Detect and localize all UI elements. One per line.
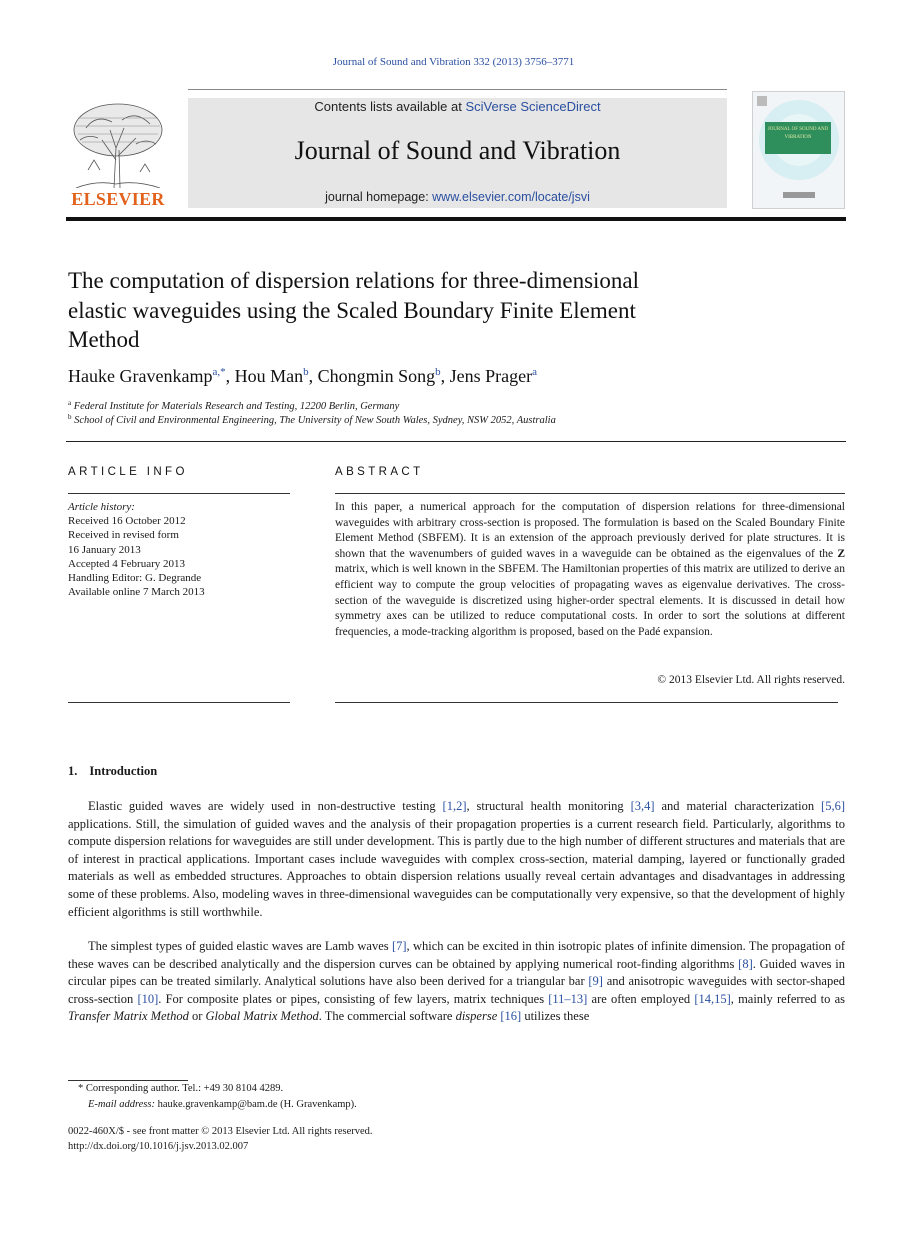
reference-link[interactable]: [14,15] (694, 991, 731, 1006)
article-title: The computation of dispersion relations for three-dimensional elastic waveguides using the Scaled Boundary Finite Element Method (68, 268, 640, 352)
reference-link[interactable]: [7] (391, 939, 407, 953)
text-run: The simplest types of guided elastic waves are Lamb waves (88, 939, 392, 953)
homepage-prefix: journal homepage: (325, 190, 433, 204)
author-name[interactable]: Hauke Gravenkamp (68, 366, 213, 386)
reference-link[interactable]: [11–13] (548, 991, 588, 1006)
journal-cover-thumbnail[interactable] (752, 91, 845, 209)
article-info-heading: ARTICLE INFO (68, 466, 188, 478)
homepage-line (188, 190, 727, 204)
abstract-text (335, 500, 845, 640)
affiliation-b (68, 413, 556, 426)
reference-link[interactable]: [1,2] (442, 799, 467, 813)
abstract-part: In this paper, a numerical approach for the computation of dispersion relations for three-dimensional waveguides with arbitrary cross-section is proposed. The formulation is based on the Scaled Boundary Finite Element Method (SBFEM). It is an extension of the approach previously derived for plate structures. It is shown that the wavenumbers of guided waves in a waveguide can be obtained as the eigenvalues of the (335, 501, 845, 560)
contents-line (188, 99, 727, 114)
contents-prefix: Contents lists available at (314, 99, 466, 114)
section-heading-introduction (68, 764, 157, 779)
reference-link[interactable]: [16] (500, 1009, 522, 1024)
text-run: , mainly referred to as (730, 991, 845, 1006)
abstract-bottom-rule (335, 702, 838, 703)
text-run: . Guided waves in circular pipes can be treated similarly. Analytical solutions have also been derived for a triangular bar (68, 956, 845, 989)
email-address[interactable]: hauke.gravenkamp@bam.de (H. Gravenkamp). (154, 1099, 357, 1110)
homepage-link[interactable]: www.elsevier.com/locate/jsvi (432, 190, 590, 204)
author-name[interactable]: Hou Man (234, 366, 304, 386)
abstract-copyright: © 2013 Elsevier Ltd. All rights reserved. (657, 674, 845, 686)
italic-term: disperse (455, 1009, 498, 1024)
header-rule (66, 217, 846, 221)
abstract-heading: ABSTRACT (335, 466, 424, 478)
reference-link[interactable]: [9] (588, 974, 603, 989)
italic-term: Global Matrix Method (205, 1009, 319, 1024)
history-line: Available online 7 March 2013 (68, 586, 205, 599)
history-line: 16 January 2013 (68, 543, 141, 556)
journal-name: Journal of Sound and Vibration (294, 136, 621, 165)
journal-masthead (188, 98, 727, 208)
intro-paragraph-2 (68, 938, 845, 1026)
cover-title: JOURNAL OF SOUND AND VIBRATION (765, 122, 831, 154)
author-affiliation-mark[interactable]: b (303, 366, 309, 378)
masthead-top-rule (188, 89, 727, 90)
elsevier-tree-icon (66, 100, 170, 188)
text-run: , structural health monitoring (466, 799, 631, 813)
affiliation-mark: b (68, 413, 72, 421)
author-name[interactable]: Jens Prager (449, 366, 533, 386)
history-line: Received in revised form (68, 529, 179, 542)
section-divider (66, 441, 846, 442)
article-info-rule (68, 493, 290, 494)
section-title: Introduction (89, 764, 158, 778)
footnote-rule (68, 1080, 188, 1081)
text-run: , which can be excited in thin isotropic plates of infinite dimension. The propagation of these waves can be described analytically and the dispersion curves can be obtained by applying numerical root-finding algorithms (68, 939, 845, 971)
author-list: Hauke Gravenkamp$^{a,*}$, Hou Man$^b$, Chongmin Song$^b$, Jens Prager$^a$ (68, 366, 537, 386)
history-line: Accepted 4 February 2013 (68, 557, 185, 570)
author-name[interactable]: Chongmin Song (317, 366, 436, 386)
issn-line: 0022-460X/$ - see front matter © 2013 Elsevier Ltd. All rights reserved. (68, 1126, 373, 1137)
section-number: 1. (68, 764, 78, 778)
text-run: . The commercial software (318, 1009, 456, 1024)
history-line: Handling Editor: G. Degrande (68, 572, 202, 585)
abstract-bold-symbol: Z (837, 547, 845, 560)
history-line: Received 16 October 2012 (68, 515, 186, 528)
sciencedirect-link[interactable]: SciVerse ScienceDirect (465, 99, 601, 114)
affiliation-mark: a (68, 399, 72, 407)
reference-link[interactable]: [3,4] (630, 799, 655, 813)
affiliation-text: School of Civil and Environmental Engineering, The University of New South Wales, Sydney, NSW 2052, Australia (74, 415, 556, 426)
reference-link[interactable]: [5,6] (821, 799, 845, 813)
reference-link[interactable]: [10] (137, 991, 159, 1006)
text-run: are often employed (587, 991, 695, 1006)
article-history (68, 500, 205, 599)
reference-link[interactable]: [8] (738, 956, 753, 971)
abstract-part: matrix, which is well known in the SBFEM. The Hamiltonian properties of this matrix are utilized to derive an efficient way to compute the group velocities of propagating waves as eigenvalue derivatives. The cross-section of the waveguide is discretized using higher-order spectral elements. It is discussed in detail how symmetry axes can be utilized to reduce computational costs. In order to sort the solutions at different frequencies, a mode-tracking algorithm is proposed, based on the Padé expansion. (335, 563, 845, 638)
text-run: . For composite plates or pipes, consisting of few layers, matrix techniques (158, 991, 549, 1006)
elsevier-logo (66, 100, 170, 210)
journal-citation[interactable]: Journal of Sound and Vibration 332 (2013) 3756–3771 (332, 56, 575, 68)
article-info-bottom-rule (68, 702, 290, 703)
text-run: applications. Still, the simulation of guided waves and the analysis of their propagation properties is a current research field. Particularly, algorithms to compute dispersion relations for waveguides are still under development. This is partly due to the high number of different structures and materials that are of interest in practical applications. Important cases include waveguides with complex cross-section, material damping, layered or functionally graded materials as well as embedded structures. Approaches to obtain dispersion relations usually reveal certain advantages and disadvantages in addressing some of these problems. Also, modeling waves in three-dimensional waveguides can be computationally very expensive, so that the development of highly efficient algorithms is still worthwhile. (68, 816, 845, 919)
text-run: Elastic guided waves are widely used in non-destructive testing (88, 799, 443, 813)
history-label: Article history: (68, 501, 135, 513)
text-run: and anisotropic waveguides with sector-shaped cross-section (68, 974, 845, 1006)
italic-term: Transfer Matrix Method (68, 1009, 189, 1024)
author-affiliation-mark[interactable]: b (435, 366, 441, 378)
corresponding-author-footnote: * Corresponding author. Tel.: +49 30 8104 4289. (78, 1083, 284, 1094)
author-affiliation-mark[interactable]: a,* (212, 366, 226, 378)
abstract-rule (335, 493, 845, 494)
elsevier-wordmark[interactable]: ELSEVIER (71, 189, 165, 209)
email-label: E-mail address: (88, 1099, 155, 1110)
doi-link[interactable]: http://dx.doi.org/10.1016/j.jsv.2013.02.007 (68, 1141, 249, 1152)
text-run: utilizes these (521, 1009, 590, 1024)
email-footnote (88, 1099, 357, 1110)
affiliation-text: Federal Institute for Materials Research and Testing, 12200 Berlin, Germany (73, 401, 400, 412)
text-run: and material characterization (654, 799, 822, 813)
text-run: or (188, 1009, 206, 1024)
author-affiliation-mark[interactable]: a (532, 366, 537, 378)
intro-paragraph-1 (68, 798, 845, 921)
affiliation-a (68, 399, 399, 412)
